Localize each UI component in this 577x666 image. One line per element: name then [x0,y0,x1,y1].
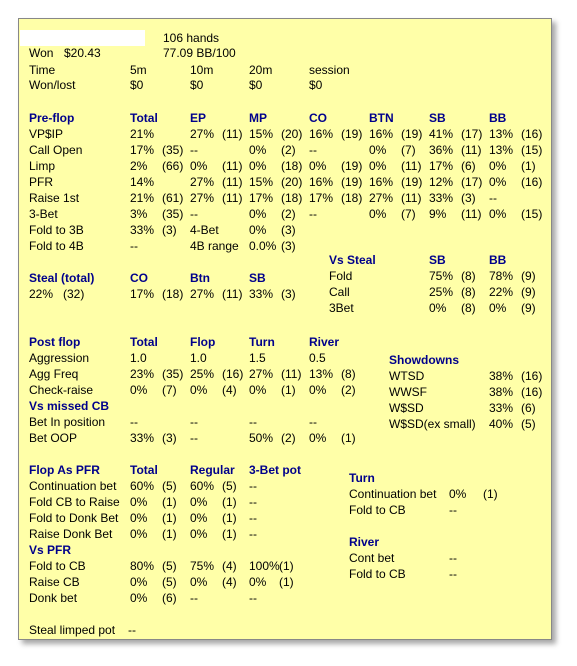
flop-pfr-cell-value: -- [249,495,257,509]
flop-pfr-row-label: Fold to CB [29,559,86,573]
steal-limped-pot-value: -- [128,623,136,637]
postflop-cell-count: (2) [281,431,296,445]
flop-pfr-row-label: Fold to Donk Bet [29,511,119,525]
showdown-count: (16) [521,385,543,399]
preflop-cell-value: 17% [130,143,155,157]
preflop-cell-count: (1) [521,159,536,173]
flop-pfr-cell-value: 0% [249,575,267,589]
flop-pfr-row-label: Fold CB to Raise [29,495,120,509]
preflop-col-mp: MP [249,111,267,125]
four-bet-count: (3) [281,223,296,237]
steal-col-sb: SB [249,271,266,285]
preflop-col-bb: BB [489,111,507,125]
preflop-cell-value: 0% [489,159,507,173]
preflop-cell-count: (19) [341,175,363,189]
wonlost-session: $0 [309,78,323,92]
vs-steal-bb-value: 78% [489,269,514,283]
flop-pfr-row-label: Raise CB [29,575,80,589]
preflop-cell-value: 0% [249,159,267,173]
preflop-cell-value: 0% [489,207,507,221]
steal-sb-value: 33% [249,287,274,301]
flop-pfr-cell-value: 0% [190,511,208,525]
flop-pfr-cell-value: -- [249,479,257,493]
river-header: River [349,535,380,549]
preflop-cell-value: 17% [309,191,334,205]
flop-pfr-cell-value: 60% [130,479,155,493]
vs-steal-row-label: Call [329,285,350,299]
preflop-row-label: Limp [29,159,56,173]
preflop-cell-count: (15) [521,143,543,157]
preflop-cell-count: (20) [281,175,303,189]
preflop-cell-value: 0% [489,175,507,189]
preflop-cell-value: 27% [190,191,215,205]
flop-pfr-cell-count: (4) [222,559,237,573]
flop-pfr-cell-count: (1) [222,527,237,541]
postflop-cell-value: 23% [130,367,155,381]
preflop-cell-value: 0% [309,159,327,173]
preflop-cell-value: 0% [369,159,387,173]
preflop-cell-value: -- [309,143,317,157]
preflop-cell-count: (11) [222,175,243,189]
flop-pfr-cell-value: 0% [130,511,148,525]
flop-pfr-cell-value: 0% [190,527,208,541]
vs-steal-sb-count: (8) [461,285,476,299]
postflop-col-turn: Turn [249,335,275,349]
time-col-20m: 20m [249,63,273,77]
flop-pfr-col-total: Total [130,463,158,477]
preflop-cell-value: 15% [249,127,274,141]
vs-steal-col-bb: BB [489,253,507,267]
vs-pfr-header: Vs PFR [29,543,72,557]
preflop-cell-count: (20) [281,127,303,141]
postflop-cell-value: 0% [190,383,208,397]
preflop-cell-count: (11) [222,159,243,173]
flop-pfr-cell-count: (1) [222,511,237,525]
postflop-cell-count: (8) [341,367,356,381]
fold-to-3b-value: 33% [130,223,155,237]
postflop-cell-count: (35) [162,367,184,381]
vs-steal-bb-count: (9) [521,269,536,283]
flop-pfr-cell-count: (5) [162,559,177,573]
steal-co-value: 17% [130,287,155,301]
showdowns-header: Showdowns [389,353,459,367]
showdown-row-label: W$SD [389,401,424,415]
showdown-value: 38% [489,369,514,383]
time-col-10m: 10m [190,63,214,77]
flop-pfr-cell-count: (4) [222,575,237,589]
four-bet-label: 4-Bet [190,223,219,237]
preflop-col-btn: BTN [369,111,394,125]
fold-to-3b-label: Fold to 3B [29,223,84,237]
flop-pfr-cell-count: (1) [162,495,177,509]
showdown-count: (5) [521,417,536,431]
preflop-cell-count: (18) [281,159,303,173]
preflop-cell-count: (11) [222,191,243,205]
vs-missed-cb-header: Vs missed CB [29,399,110,413]
preflop-cell-count: (18) [281,191,303,205]
preflop-cell-count: (61) [162,191,184,205]
flop-pfr-header: Flop As PFR [29,463,100,477]
preflop-header: Pre-flop [29,111,75,125]
preflop-cell-value: 27% [190,127,215,141]
preflop-cell-value: 33% [429,191,454,205]
preflop-cell-value: 14% [130,175,155,189]
flop-pfr-cell-value: 0% [130,575,148,589]
preflop-col-ep: EP [190,111,207,125]
hud-stats-panel [18,18,552,640]
vs-steal-header: Vs Steal [329,253,376,267]
bb100-value: 77.09 BB/100 [163,46,236,60]
postflop-cell-value: -- [190,431,198,445]
flop-pfr-cell-count: (5) [162,575,177,589]
postflop-cell-value: 0% [309,431,327,445]
preflop-cell-value: -- [309,207,317,221]
preflop-row-label: 3-Bet [29,207,58,221]
steal-col-btn: Btn [190,271,210,285]
vs-steal-bb-value: 0% [489,301,507,315]
flop-pfr-cell-count: (5) [222,479,237,493]
preflop-cell-value: 0% [249,207,267,221]
postflop-col-flop: Flop [190,335,216,349]
flop-pfr-cell-value: -- [249,511,257,525]
vs-steal-bb-count: (9) [521,301,536,315]
postflop-cell-value: -- [190,415,198,429]
postflop-row-label: Check-raise [29,383,94,397]
wonlost-10m: $0 [190,78,204,92]
preflop-cell-count: (7) [401,207,416,221]
flop-pfr-cell-count: (1) [279,575,294,589]
preflop-cell-value: 16% [309,127,334,141]
flop-pfr-col-regular: Regular [190,463,235,477]
preflop-row-label: VP$IP [29,127,64,141]
postflop-cell-count: (1) [281,383,296,397]
flop-pfr-cell-value: 0% [130,495,148,509]
postflop-cell-value: 50% [249,431,274,445]
postflop-cell-value: 1.0 [190,351,207,365]
flop-pfr-col-3bet-pot: 3-Bet pot [249,463,301,477]
preflop-cell-value: 41% [429,127,454,141]
postflop-cell-value: 0% [309,383,327,397]
vs-steal-col-sb: SB [429,253,446,267]
vs-steal-sb-value: 75% [429,269,454,283]
preflop-cell-value: 3% [130,207,148,221]
postflop-cell-value: 1.5 [249,351,266,365]
turn-header: Turn [349,471,375,485]
flop-pfr-cell-value: -- [190,591,198,605]
river-fold-to-cb-value: -- [449,567,457,581]
four-bet-range-count: (3) [281,239,296,253]
steal-co-count: (18) [162,287,184,301]
preflop-cell-value: 27% [369,191,394,205]
preflop-cell-count: (16) [521,175,543,189]
vs-steal-sb-count: (8) [461,269,476,283]
preflop-cell-value: 21% [130,127,155,141]
postflop-cell-value: 13% [309,367,334,381]
preflop-cell-count: (2) [281,207,296,221]
preflop-cell-count: (3) [461,191,476,205]
wonlost-label: Won/lost [29,78,76,92]
flop-pfr-cell-value: 0% [190,575,208,589]
preflop-cell-count: (2) [281,143,296,157]
postflop-row-label: Bet OOP [29,431,78,445]
steal-total-header: Steal (total) [29,271,95,285]
preflop-cell-count: (11) [401,159,422,173]
flop-pfr-cell-count: (1) [162,527,177,541]
river-cont-bet-label: Cont bet [349,551,395,565]
flop-pfr-row-label: Raise Donk Bet [29,527,113,541]
steal-limped-pot-label: Steal limped pot [29,623,116,637]
preflop-cell-value: 17% [429,159,454,173]
steal-btn-count: (11) [222,287,243,301]
postflop-cell-count: (16) [222,367,244,381]
preflop-cell-count: (35) [162,143,184,157]
flop-pfr-row-label: Donk bet [29,591,78,605]
preflop-cell-value: 16% [309,175,334,189]
postflop-cell-count: (2) [341,383,356,397]
showdown-value: 38% [489,385,514,399]
showdown-count: (16) [521,369,543,383]
preflop-row-label: Call Open [29,143,83,157]
preflop-cell-count: (19) [401,175,423,189]
preflop-cell-value: 13% [489,127,514,141]
preflop-cell-count: (35) [162,207,184,221]
flop-pfr-cell-value: 0% [130,591,148,605]
steal-btn-value: 27% [190,287,215,301]
preflop-cell-count: (19) [401,127,423,141]
won-value: $20.43 [64,46,101,60]
postflop-cell-value: -- [309,415,317,429]
postflop-cell-value: 33% [130,431,155,445]
preflop-cell-count: (11) [461,143,482,157]
four-bet-range-value: 0.0% [249,239,277,253]
fold-to-3b-count: (3) [162,223,177,237]
postflop-cell-value: 0% [130,383,148,397]
turn-cont-bet-label: Continuation bet [349,487,437,501]
postflop-col-total: Total [130,335,158,349]
vs-steal-sb-value: 25% [429,285,454,299]
vs-steal-bb-value: 22% [489,285,514,299]
preflop-cell-count: (11) [222,127,243,141]
flop-pfr-cell-value: -- [249,527,257,541]
preflop-cell-count: (11) [461,207,482,221]
flop-pfr-cell-value: 75% [190,559,215,573]
turn-cont-bet-value: 0% [449,487,467,501]
postflop-row-label: Agg Freq [29,367,79,381]
preflop-cell-value: 27% [190,175,215,189]
preflop-cell-value: 0% [369,207,387,221]
wonlost-5m: $0 [130,78,144,92]
flop-pfr-cell-value: 0% [130,527,148,541]
flop-pfr-cell-count: (5) [162,479,177,493]
fold-to-4b-label: Fold to 4B [29,239,84,253]
postflop-cell-value: -- [249,415,257,429]
wonlost-20m: $0 [249,78,263,92]
postflop-cell-count: (3) [162,431,177,445]
turn-fold-to-cb-value: -- [449,503,457,517]
preflop-col-co: CO [309,111,327,125]
preflop-cell-value: 36% [429,143,454,157]
preflop-cell-value: 0% [249,143,267,157]
won-label: Won [29,46,54,60]
showdown-count: (6) [521,401,536,415]
postflop-col-river: River [309,335,340,349]
preflop-cell-count: (15) [521,207,543,221]
flop-pfr-row-label: Continuation bet [29,479,117,493]
time-col-session: session [309,63,350,77]
postflop-cell-value: 1.0 [130,351,147,365]
flop-pfr-cell-value: 100% [249,559,280,573]
showdown-value: 40% [489,417,514,431]
preflop-cell-value: 15% [249,175,274,189]
postflop-row-label: Bet In position [29,415,106,429]
preflop-cell-count: (19) [341,159,363,173]
showdown-row-label: WWSF [389,385,427,399]
showdown-row-label: W$SD(ex small) [389,417,476,431]
postflop-cell-count: (11) [281,367,302,381]
preflop-col-total: Total [130,111,158,125]
turn-fold-to-cb-label: Fold to CB [349,503,406,517]
steal-total-value: 22% [29,287,54,301]
preflop-cell-count: (7) [401,143,416,157]
postflop-cell-value: 0% [249,383,267,397]
time-col-5m: 5m [130,63,147,77]
preflop-cell-value: 9% [429,207,447,221]
player-name-box [20,30,145,46]
postflop-cell-value: 0.5 [309,351,326,365]
steal-col-co: CO [130,271,148,285]
preflop-cell-value: 16% [369,127,394,141]
preflop-cell-value: 13% [489,143,514,157]
flop-pfr-cell-value: 0% [190,495,208,509]
vs-steal-sb-count: (8) [461,301,476,315]
preflop-cell-count: (11) [401,191,422,205]
turn-cont-bet-count: (1) [483,487,498,501]
flop-pfr-cell-count: (1) [279,559,294,573]
preflop-row-label: PFR [29,175,53,189]
flop-pfr-cell-value: -- [249,591,257,605]
postflop-row-label: Aggression [29,351,90,365]
hands-count: 106 hands [163,31,220,45]
showdown-row-label: WTSD [389,369,425,383]
preflop-col-sb: SB [429,111,446,125]
postflop-cell-value: 27% [249,367,274,381]
preflop-cell-count: (19) [341,127,363,141]
vs-steal-bb-count: (9) [521,285,536,299]
preflop-cell-count: (17) [461,127,483,141]
preflop-cell-value: -- [489,191,497,205]
preflop-cell-count: (16) [521,127,543,141]
fold-to-4b-value: -- [130,239,138,253]
four-bet-value: 0% [249,223,267,237]
preflop-cell-count: (17) [461,175,483,189]
postflop-cell-count: (1) [341,431,356,445]
postflop-cell-value: -- [130,415,138,429]
steal-sb-count: (3) [281,287,296,301]
vs-steal-row-label: Fold [329,269,353,283]
preflop-cell-value: 21% [130,191,155,205]
preflop-cell-value: -- [190,207,198,221]
preflop-cell-value: 17% [249,191,274,205]
postflop-cell-count: (4) [222,383,237,397]
four-bet-range-label: 4B range [190,239,239,253]
postflop-cell-count: (7) [162,383,177,397]
preflop-cell-value: 0% [190,159,208,173]
vs-steal-sb-value: 0% [429,301,447,315]
preflop-cell-value: 16% [369,175,394,189]
vs-steal-row-label: 3Bet [329,301,354,315]
preflop-cell-value: -- [190,143,198,157]
flop-pfr-cell-value: 80% [130,559,155,573]
preflop-cell-value: 0% [369,143,387,157]
showdown-value: 33% [489,401,514,415]
flop-pfr-cell-count: (1) [222,495,237,509]
preflop-row-label: Raise 1st [29,191,80,205]
flop-pfr-cell-value: 60% [190,479,215,493]
preflop-cell-count: (66) [162,159,184,173]
flop-pfr-cell-count: (1) [162,511,177,525]
postflop-header: Post flop [29,335,81,349]
preflop-cell-value: 12% [429,175,454,189]
postflop-cell-value: 25% [190,367,215,381]
time-label: Time [29,63,56,77]
flop-pfr-cell-count: (6) [162,591,177,605]
river-cont-bet-value: -- [449,551,457,565]
preflop-cell-count: (18) [341,191,363,205]
river-fold-to-cb-label: Fold to CB [349,567,406,581]
preflop-cell-count: (6) [461,159,476,173]
preflop-cell-value: 2% [130,159,148,173]
steal-total-count: (32) [63,287,85,301]
